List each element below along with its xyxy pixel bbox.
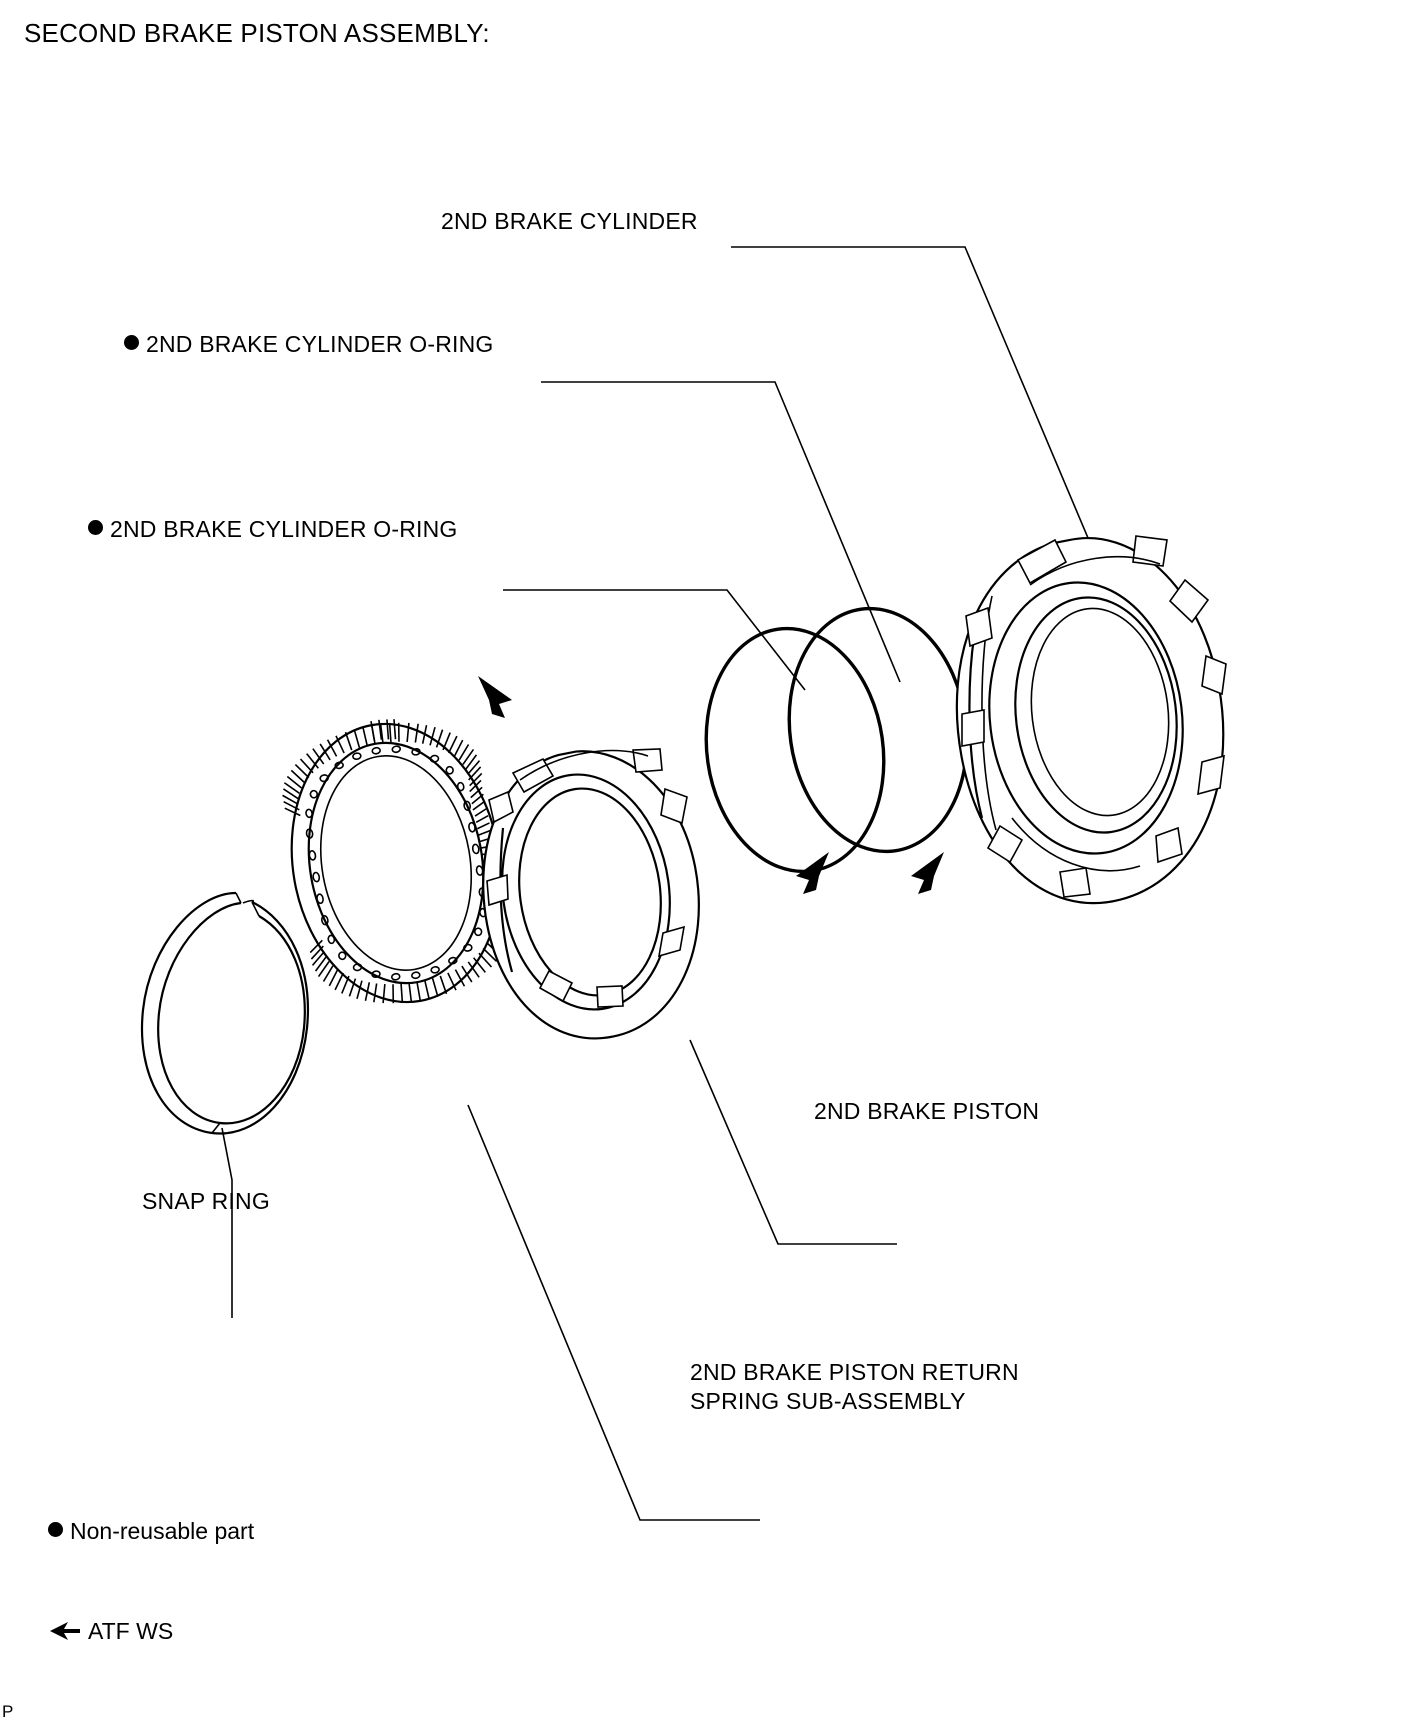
label-text: 2ND BRAKE CYLINDER O-RING <box>110 516 458 542</box>
non-reusable-bullet-icon <box>88 520 103 535</box>
second-brake-piston-part <box>465 676 717 1052</box>
label-2nd-brake-cylinder-o-ring-upper <box>124 331 494 358</box>
non-reusable-bullet-icon <box>48 1522 63 1537</box>
second-brake-cylinder-o-ring-lower <box>691 617 899 894</box>
label-2nd-brake-piston: 2ND BRAKE PISTON <box>814 1098 1040 1124</box>
label-return-spring-line1: 2ND BRAKE PISTON RETURN <box>690 1359 1019 1385</box>
return-spring-sub-assembly-part <box>270 707 521 1019</box>
legend-non-reusable <box>48 1518 254 1545</box>
legend-atf <box>48 1618 173 1645</box>
second-brake-cylinder-part <box>936 524 1243 918</box>
label-snap-ring: SNAP RING <box>142 1188 270 1214</box>
label-return-spring-line2: SPRING SUB-ASSEMBLY <box>690 1388 966 1415</box>
label-2nd-brake-cylinder-o-ring-lower <box>88 516 458 543</box>
label-return-spring-sub-assembly <box>690 1358 1110 1417</box>
second-brake-cylinder-o-ring-upper <box>774 597 982 894</box>
legend-non-reusable-text: Non-reusable part <box>70 1518 255 1544</box>
label-text: 2ND BRAKE CYLINDER O-RING <box>146 331 494 357</box>
leader-lines <box>222 247 1110 1520</box>
page-title: SECOND BRAKE PISTON ASSEMBLY: <box>24 18 490 48</box>
snap-ring-part <box>142 893 308 1134</box>
non-reusable-bullet-icon <box>124 335 139 350</box>
legend-atf-text: ATF WS <box>88 1618 174 1644</box>
atf-arrow-icon <box>48 1620 82 1642</box>
label-2nd-brake-cylinder: 2ND BRAKE CYLINDER <box>441 208 698 234</box>
corner-mark: P <box>2 1702 14 1721</box>
